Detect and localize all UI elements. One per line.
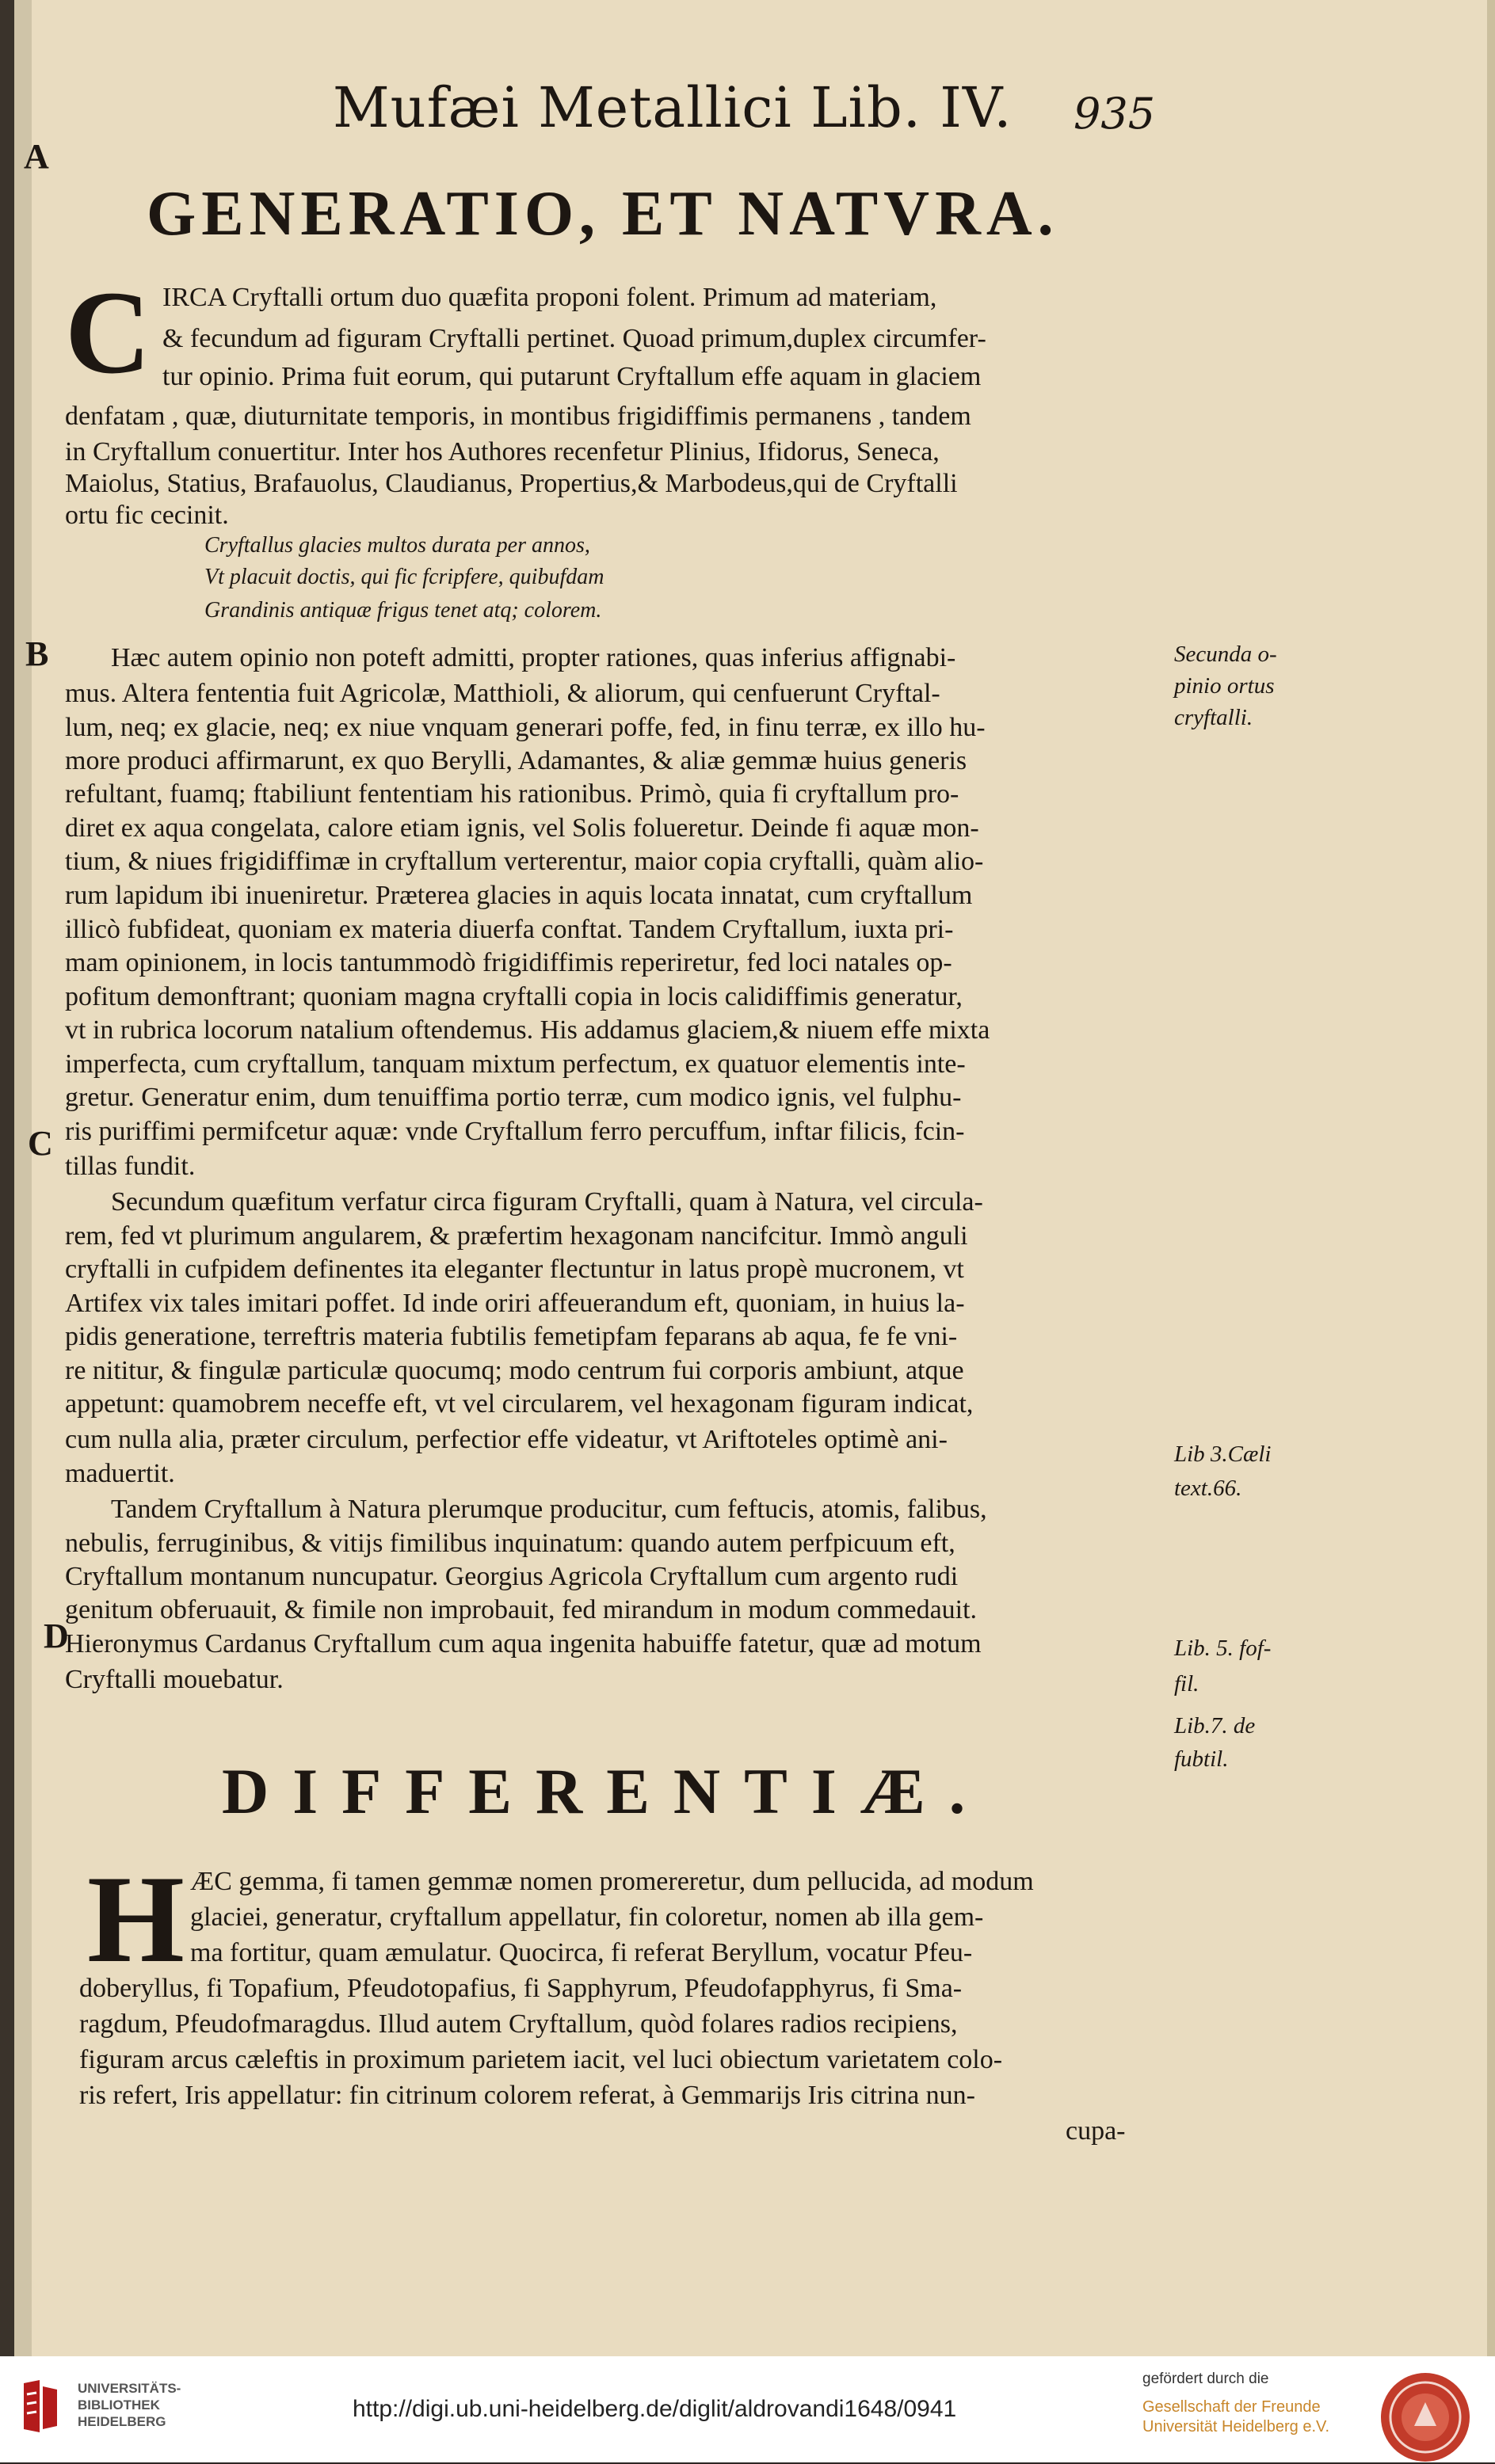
catchword: cupa- bbox=[1066, 2116, 1126, 2146]
text-line: imperfecta, cum cryftallum, tanquam mixtum perfectum, ex quatuor elementis inte- bbox=[65, 1049, 966, 1079]
text-line: denfatam , quæ, diuturnitate temporis, in montibus frigidiffimis permanens , tandem bbox=[65, 402, 971, 431]
margin-note: fubtil. bbox=[1174, 1746, 1229, 1772]
text-line: pofitum demonftrant; quoniam magna cryftalli copia in locis calidiffimis generatur, bbox=[65, 982, 963, 1011]
margin-letter-d: D bbox=[44, 1617, 69, 1655]
text-line: cum nulla alia, præter circulum, perfectior effe videatur, vt Ariftoteles optimè ani- bbox=[65, 1425, 948, 1454]
text-line: rum lapidum ibi inueniretur. Præterea glacies in aquis locata innatat, cum cryftallum bbox=[65, 881, 973, 910]
text-line: tium, & niues frigidiffimæ in cryftallum verterentur, maior copia cryftalli, quàm alio- bbox=[65, 847, 984, 876]
text-line: glaciei, generatur, cryftallum appellatur, fin coloretur, nomen ab illa gem- bbox=[190, 1902, 984, 1932]
running-title: Mufæi Metallici Lib. IV. bbox=[333, 75, 1013, 140]
text-line: refultant, fuamq; ftabiliunt fententiam his rationibus. Primò, quia fi cryftallum pro- bbox=[65, 779, 959, 809]
text-line: ortu fic cecinit. bbox=[65, 501, 229, 530]
text-line: Artifex vix tales imitari poffet. Id inde oriri affeuerandum eft, quoniam, in huius la- bbox=[65, 1289, 965, 1318]
source-url-link[interactable]: http://digi.ub.uni-heidelberg.de/diglit/aldrovandi1648/0941 bbox=[353, 2396, 957, 2422]
text-line: figuram arcus cæleftis in proximum parietem iacit, vel luci obiectum varietatem colo- bbox=[79, 2045, 1003, 2074]
verse-line: Cryftallus glacies multos durata per annos, bbox=[204, 533, 590, 558]
drop-cap-c: C bbox=[65, 267, 151, 398]
text-line: ris refert, Iris appellatur: fin citrinum colorem referat, à Gemmarijs Iris citrina nun- bbox=[79, 2081, 975, 2110]
text-line: lum, neq; ex glacie, neq; ex niue vnquam generari poffe, fed, in finu terræ, ex illo hu- bbox=[65, 713, 986, 742]
text-line: cryftalli in cufpidem definentes ita eleganter flectuntur in latus propè mucronem, vt bbox=[65, 1255, 964, 1284]
text-line: maduertit. bbox=[65, 1459, 175, 1488]
text-line: illicò fubfideat, quoniam ex materia diuerfa conftat. Tandem Cryftallum, iuxta pri- bbox=[65, 915, 954, 944]
text-line: genitum obferuauit, & fimile non improbauit, fed mirandum in modum commedauit. bbox=[65, 1595, 978, 1624]
verse-line: Grandinis antiquæ frigus tenet atq; colorem. bbox=[204, 598, 602, 623]
text-line: pidis generatione, terreftris materia fubtilis femetipfam feparans ab aqua, fe fe vni- bbox=[65, 1322, 958, 1351]
section-title-generatio: GENERATIO, ET NATVRA. bbox=[147, 179, 1059, 249]
text-line: gretur. Generatur enim, dum tenuiffima portio terræ, cum modico ignis, vel fulphu- bbox=[65, 1083, 962, 1112]
text-line: tur opinio. Prima fuit eorum, qui putarunt Cryftallum effe aquam in glaciem bbox=[162, 362, 982, 391]
text-line: Hieronymus Cardanus Cryftallum cum aqua ingenita habuiffe fatetur, quæ ad motum bbox=[65, 1629, 982, 1659]
text-line: in Cryftallum conuertitur. Inter hos Authores recenfetur Plinius, Ifidorus, Seneca, bbox=[65, 437, 940, 467]
binding-shadow bbox=[0, 0, 14, 2356]
text-line: nebulis, ferruginibus, & vitijs fimilibus inquinatum: quando autem perfpicuum eft, bbox=[65, 1529, 955, 1558]
text-line: Cryftalli mouebatur. bbox=[65, 1665, 284, 1694]
margin-note: text.66. bbox=[1174, 1476, 1242, 1501]
university-seal-icon bbox=[1379, 2371, 1472, 2464]
margin-letter-b: B bbox=[25, 634, 49, 673]
text-line: appetunt: quamobrem neceffe eft, vt vel circularem, vel hexagonam figuram indicat, bbox=[65, 1389, 974, 1419]
text-line: IRCA Cryftalli ortum duo quæfita proponi folent. Primum ad materiam, bbox=[162, 283, 937, 312]
text-line: vt in rubrica locorum natalium oftendemus. His addamus glaciem,& niuem effe mixta bbox=[65, 1015, 990, 1045]
page-number: 935 bbox=[1074, 89, 1156, 139]
funded-by-label: gefördert durch die bbox=[1142, 2371, 1269, 2387]
text-line: mus. Altera fententia fuit Agricolæ, Matthioli, & aliorum, qui cenfuerunt Cryftal- bbox=[65, 679, 940, 708]
text-line: mam opinionem, in locis tantummodò frigidiffimis reperiretur, fed loci natales op- bbox=[65, 948, 952, 977]
margin-note: Lib.7. de bbox=[1174, 1713, 1256, 1739]
margin-letter-a: A bbox=[24, 137, 49, 176]
text-line: Maiolus, Statius, Brafauolus, Claudianus, Propertius,& Marbodeus,qui de Cryftalli bbox=[65, 469, 958, 498]
margin-note: pinio ortus bbox=[1174, 673, 1275, 699]
page-edge bbox=[14, 0, 32, 2356]
margin-note: fil. bbox=[1174, 1671, 1199, 1697]
text-line: re nititur, & fingulæ particulæ quocumq; modo centrum fui corporis ambiunt, atque bbox=[65, 1356, 964, 1385]
margin-note: Lib. 5. fof- bbox=[1174, 1636, 1272, 1661]
text-line: doberyllus, fi Topafium, Pfeudotopafius, fi Sapphyrum, Pfeudofapphyrus, fi Sma- bbox=[79, 1974, 963, 2003]
margin-letter-c: C bbox=[28, 1124, 53, 1163]
society-name: Gesellschaft der Freunde Universität Heidelberg e.V. bbox=[1142, 2398, 1330, 2435]
page-edge-right bbox=[1487, 0, 1495, 2356]
footer-bar bbox=[0, 2356, 1495, 2462]
text-line: Tandem Cryftallum à Natura plerumque producitur, cum feftucis, atomis, falibus, bbox=[111, 1495, 987, 1524]
text-line: diret ex aqua congelata, calore etiam ignis, vel Solis folueretur. Deinde fi aquæ mon- bbox=[65, 813, 979, 843]
margin-note: cryftalli. bbox=[1174, 705, 1253, 730]
text-line: Cryftallum montanum nuncupatur. Georgius Agricola Cryftallum cum argento rudi bbox=[65, 1562, 959, 1591]
text-line: tillas fundit. bbox=[65, 1152, 196, 1181]
text-line: Secundum quæfitum verfatur circa figuram Cryftalli, quam à Natura, vel circula- bbox=[111, 1187, 983, 1217]
library-name: UNIVERSITÄTS- BIBLIOTHEK HEIDELBERG bbox=[78, 2381, 181, 2429]
text-line: Hæc autem opinio non poteft admitti, propter rationes, quas inferius affignabi- bbox=[111, 643, 956, 672]
margin-note: Lib 3.Cæli bbox=[1174, 1441, 1272, 1467]
text-line: rem, fed vt plurimum angularem, & præfertim hexagonam nancifcitur. Immò anguli bbox=[65, 1221, 968, 1251]
drop-cap-h: H bbox=[87, 1850, 185, 1989]
section-title-differentiae: DIFFERENTIÆ. bbox=[222, 1755, 990, 1827]
text-line: ma fortitur, quam æmulatur. Quocirca, fi referat Beryllum, vocatur Pfeu- bbox=[190, 1938, 973, 1967]
text-line: & fecundum ad figuram Cryftalli pertinet. Quoad primum,duplex circumfer- bbox=[162, 324, 986, 353]
text-line: ragdum, Pfeudofmaragdus. Illud autem Cryftallum, quòd folares radios recipiens, bbox=[79, 2009, 958, 2039]
text-line: more produci affirmarunt, ex quo Berylli, Adamantes, & aliæ gemmæ huius generis bbox=[65, 746, 967, 775]
margin-note: Secunda o- bbox=[1174, 642, 1277, 667]
university-library-logo-icon bbox=[16, 2378, 62, 2435]
text-line: ris puriffimi permifcetur aquæ: vnde Cryftallum ferro percuffum, inftar filicis, fcin- bbox=[65, 1117, 965, 1146]
verse-line: Vt placuit doctis, qui fic fcripfere, quibufdam bbox=[204, 565, 604, 589]
text-line: ÆC gemma, fi tamen gemmæ nomen promereretur, dum pellucida, ad modum bbox=[190, 1867, 1034, 1896]
